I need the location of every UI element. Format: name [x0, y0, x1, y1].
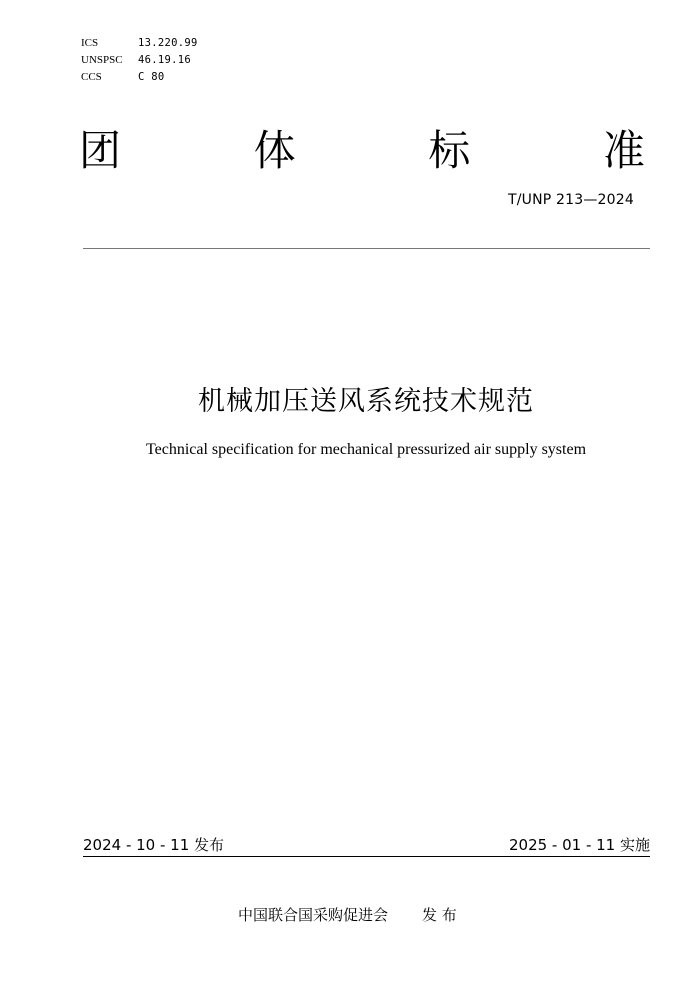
ccs-label: CCS	[81, 71, 102, 83]
publisher-name: 中国联合国采购促进会	[238, 906, 389, 924]
publisher-action: 发 布	[422, 906, 457, 924]
implementation-date: 2025 - 01 - 11 实施	[508, 836, 650, 854]
title-english: Technical specification for mechanical pressurized air supply system	[145, 441, 587, 458]
publisher	[238, 904, 457, 925]
title-chinese: 机械加压送风系统技术规范	[198, 386, 534, 417]
ics-value: 13.220.99	[138, 37, 198, 49]
classification-codes	[81, 35, 198, 86]
bottom-divider	[83, 856, 650, 857]
standard-type-char: 团	[79, 126, 122, 175]
top-divider	[83, 248, 650, 249]
unspsc-row	[81, 52, 198, 69]
issue-date: 2024 - 10 - 11 发布	[83, 836, 225, 854]
standard-number: T/UNP 213—2024	[507, 192, 634, 208]
ccs-value: C 80	[138, 71, 165, 83]
ccs-row	[81, 69, 198, 86]
unspsc-value: 46.19.16	[138, 54, 191, 66]
ics-label: ICS	[81, 37, 99, 49]
standard-type-char: 标	[428, 126, 471, 175]
standard-type-heading	[79, 124, 645, 178]
standard-type-char: 体	[253, 126, 296, 175]
ics-row	[81, 35, 198, 52]
unspsc-label: UNSPSC	[81, 54, 123, 66]
standard-type-char: 准	[602, 126, 645, 175]
